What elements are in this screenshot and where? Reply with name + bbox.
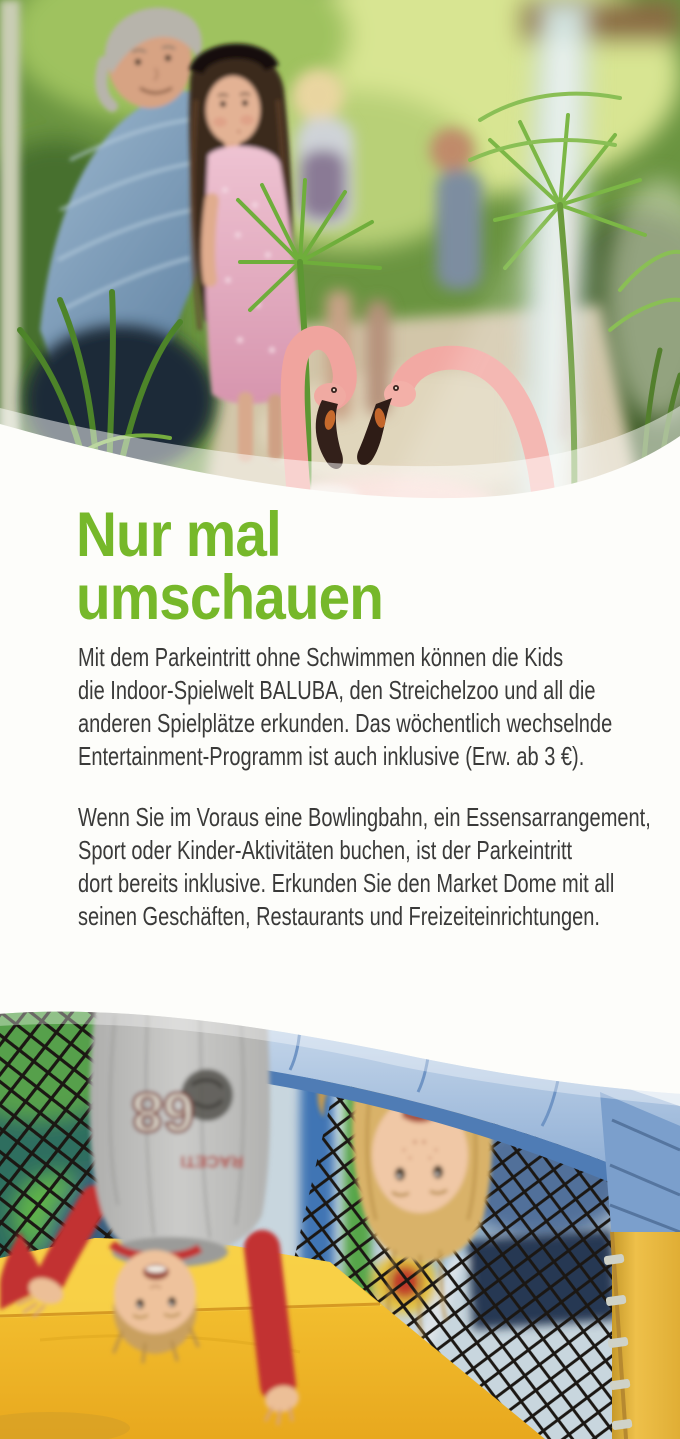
paragraph-1 [78, 641, 663, 773]
paragraph-1-line-2: die Indoor-Spielwelt BALUBA, den Streichelzoo und all die [78, 675, 596, 705]
photo-bottom-playground [0, 1000, 680, 1439]
paragraph-2 [78, 801, 663, 933]
page-title-line-2: umschauen [76, 563, 383, 633]
flamingo-scene-illustration [0, 0, 680, 512]
paragraph-2-line-3: dort bereits inklusive. Erkunden Sie den Market Dome mit all [78, 868, 615, 898]
paragraph-1-line-1: Mit dem Parkeintritt ohne Schwimmen können die Kids [78, 642, 564, 672]
page-title [76, 500, 383, 633]
page-title-line-1: Nur mal [76, 500, 281, 570]
paragraph-1-line-4: Entertainment-Programm ist auch inklusive (Erw. ab 3 €). [78, 741, 585, 771]
paragraph-2-line-2: Sport oder Kinder-Aktivitäten buchen, ist der Parkeintritt [78, 835, 573, 865]
yellow-padded-pole [604, 1232, 680, 1439]
paragraph-1-line-3: anderen Spielplätze erkunden. Das wöchentlich wechselnde [78, 708, 613, 738]
paragraph-2-line-1: Wenn Sie im Voraus eine Bowlingbahn, ein Essensarrangement, [78, 802, 651, 832]
playground-scene-illustration [0, 1000, 680, 1439]
paragraph-2-line-4: seinen Geschäften, Restaurants und Freizeiteinrichtungen. [78, 901, 600, 931]
shirt-brand-text: RACETI [180, 1152, 244, 1171]
shirt-number-text: 68 [131, 1081, 195, 1144]
photo-top-flamingos [0, 0, 680, 512]
